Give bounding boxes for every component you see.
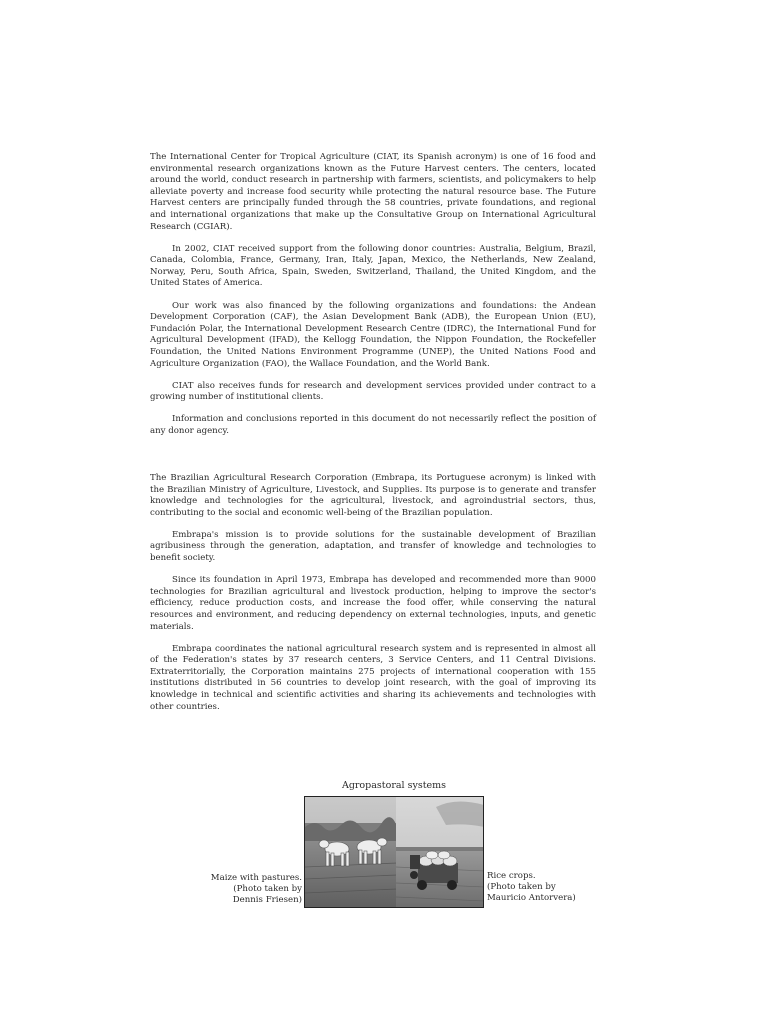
embrapa-paragraph-2: Embrapa's mission is to provide solutions for the sustainable development of Brazilian agribusiness through the generation, adaptation, and transfer of knowledge and technologies to benefit society. xyxy=(150,529,596,564)
maize-caption-line-2: (Photo taken by xyxy=(233,884,302,894)
embrapa-paragraph-1: The Brazilian Agricultural Research Corporation (Embrapa, its Portuguese acronym) is linked with the Brazilian Ministry of Agriculture, Livestock, and Supplies. Its purpose is to generate and transfer knowledge and technologies for the agricultural, livestock, and agroindustrial sectors, thus, contributing to the social and economic well-being of the Brazilian population. xyxy=(150,473,596,518)
rice-caption-line-2: (Photo taken by xyxy=(487,882,556,892)
ciat-section xyxy=(150,152,596,448)
ciat-paragraph-1: The International Center for Tropical Agriculture (CIAT, its Spanish acronym) is one of 16 food and environmental research organizations known as the Future Harvest centers. The centers, located around the world, conduct research in partnership with farmers, scientists, and policymakers to help alleviate poverty and increase food security while protecting the natural resource base. The Future Harvest centers are principally funded through the 58 countries, private foundations, and regional and international organizations that make up the Consultative Group on International Agricultural Research (CGIAR). xyxy=(150,152,596,232)
rice-caption-line-3: Mauricio Antorvera) xyxy=(487,893,576,903)
embrapa-section xyxy=(150,473,596,724)
rice-photo-caption xyxy=(487,871,576,904)
maize-photo-caption xyxy=(211,873,302,906)
rice-crops-photo xyxy=(396,797,483,907)
ciat-paragraph-5: Information and conclusions reported in this document do not necessarily reflect the position of any donor agency. xyxy=(150,414,596,436)
figure-title: Agropastoral systems xyxy=(341,780,447,791)
maize-pasture-photo xyxy=(305,797,396,907)
embrapa-paragraph-4: Embrapa coordinates the national agricultural research system and is represented in almost all of the Federation's states by 37 research centers, 3 Service Centers, and 11 Central Divisions. Extraterritorially, the Corporation maintains 275 projects of international cooperation with 155 institutions distributed in 56 countries to develop joint research, with the goal of improving its knowledge in technical and scientific activities and sharing its achievements and technologies with other countries. xyxy=(150,643,596,712)
ciat-paragraph-4: CIAT also receives funds for research and development services provided under contract to a growing number of institutional clients. xyxy=(150,380,596,403)
maize-caption-line-1: Maize with pastures. xyxy=(210,873,302,883)
ciat-paragraph-2: In 2002, CIAT received support from the following donor countries: Australia, Belgium, Brazil, Canada, Colombia, France, Germany, Iran, Italy, Japan, Mexico, the Netherlands, New Zealand, Norway, Peru, South Africa, Spain, Sweden, Switzerland, Thailand, the United Kingdom, and the United States of America. xyxy=(150,243,596,289)
embrapa-paragraph-3: Since its foundation in April 1973, Embrapa has developed and recommended more than 9000 technologies for Brazilian agricultural and livestock production, helping to improve the sector's efficiency, reduce production costs, and increase the food offer, while conserving the natural resources and environment, and reducing dependency on external technologies, inputs, and genetic materials. xyxy=(150,575,596,632)
rice-caption-line-1: Rice crops. xyxy=(487,871,536,881)
photo-frame xyxy=(304,796,484,908)
maize-caption-line-3: Dennis Friesen) xyxy=(232,895,302,905)
ciat-paragraph-3: Our work was also financed by the following organizations and foundations: the Andean Development Corporation (CAF), the Asian Development Bank (ADB), the European Union (EU), Fundación Polar, the International Development Research Centre (IDRC), the International Fund for Agricultural Development (IFAD), the Kellogg Foundation, the Nippon Foundation, the Rockefeller Foundation, the United Nations Environment Programme (UNEP), the United Nations Food and Agriculture Organization (FAO), the Wallace Foundation, and the World Bank. xyxy=(150,300,596,369)
